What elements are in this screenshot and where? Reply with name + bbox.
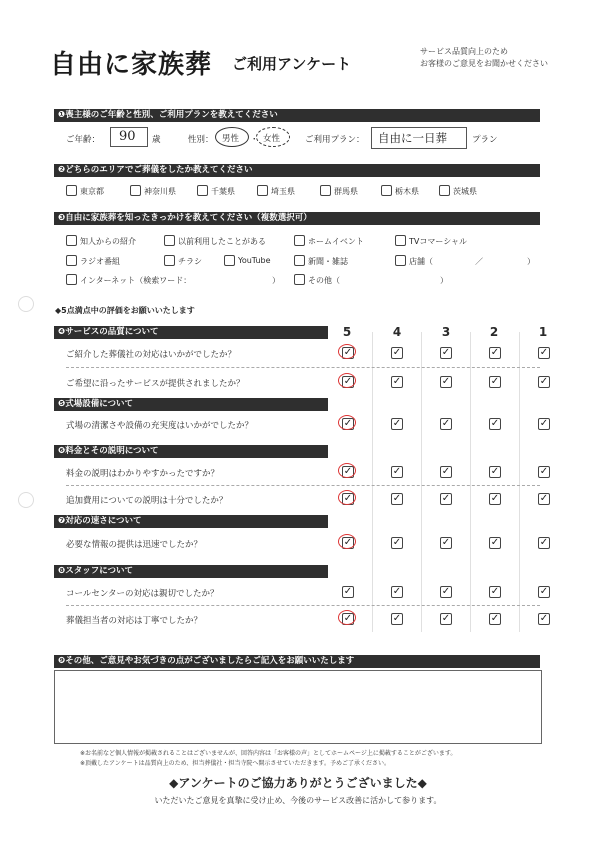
- source-checkbox-4[interactable]: [395, 235, 406, 246]
- male-option-circled[interactable]: [215, 127, 249, 147]
- column-divider: [519, 332, 520, 632]
- rating-8b-5[interactable]: ✓: [343, 613, 353, 624]
- area-checkbox-3[interactable]: [197, 185, 208, 196]
- source-label-1: 知人からの紹介: [80, 237, 136, 246]
- source-checkbox-5[interactable]: [66, 255, 77, 266]
- source-label-3: ホームイベント: [308, 237, 364, 246]
- scale-4: 4: [392, 325, 402, 339]
- area-checkbox-4[interactable]: [257, 185, 268, 196]
- section-9-header: ❾その他、ご意見やお気づきの点がございましたらご記入をお願いいたします: [54, 655, 540, 668]
- section-5-header: ❺式場設備について: [54, 398, 328, 411]
- rating-6b-4[interactable]: ✓: [392, 493, 402, 504]
- section-4-header: ❹サービスの品質について: [54, 326, 328, 339]
- rating-8b-2[interactable]: ✓: [490, 613, 500, 624]
- area-checkbox-7[interactable]: [439, 185, 450, 196]
- plan-unit: プラン: [472, 135, 498, 145]
- tagline-line-2: お客様のご意見をお聞かせください: [420, 59, 548, 68]
- source-label-9: 店舗（: [409, 257, 433, 266]
- section-6-header: ❻料金とその説明について: [54, 445, 328, 458]
- punch-hole: [18, 296, 34, 312]
- rating-7a-1[interactable]: ✓: [539, 537, 549, 548]
- question-4a: ご紹介した葬儀社の対応はいかがでしたか？: [66, 350, 237, 360]
- tagline-line-1: サービス品質向上のため: [420, 47, 508, 56]
- privacy-note: ※お名前など個人情報が掲載されることはございませんが、回答内容は「お客様の声」としてホームページ上に掲載することがございます。: [80, 750, 457, 757]
- rating-6b-3[interactable]: ✓: [441, 493, 451, 504]
- age-label: ご年齢：: [66, 135, 101, 145]
- source-label-2: 以前利用したことがある: [178, 237, 266, 246]
- selected-ring: [338, 373, 356, 388]
- rating-5a-4[interactable]: ✓: [392, 418, 402, 429]
- rating-8a-2[interactable]: ✓: [490, 586, 500, 597]
- question-4b: ご希望に沿ったサービスが提供されましたか？: [66, 379, 245, 389]
- rating-5a-3[interactable]: ✓: [441, 418, 451, 429]
- question-8b: 葬儀担当者の対応は丁寧でしたか？: [66, 616, 203, 626]
- rating-6a-3[interactable]: ✓: [441, 466, 451, 477]
- area-label-6: 栃木県: [395, 187, 419, 196]
- disclosure-note: ※頂戴したアンケートは品質向上のため、担当葬儀社・担当寺院へ開示させていただきます。予めご了承ください。: [80, 760, 390, 767]
- rating-4b-5[interactable]: ✓: [343, 376, 353, 387]
- rating-7a-4[interactable]: ✓: [392, 537, 402, 548]
- scale-1: 1: [538, 325, 548, 339]
- gender-separator: ・: [250, 135, 259, 145]
- question-6b: 追加費用についての説明は十分でしたか？: [66, 496, 228, 506]
- rating-8b-4[interactable]: ✓: [392, 613, 402, 624]
- rating-8a-5[interactable]: ✓: [343, 586, 353, 597]
- rating-4b-1[interactable]: ✓: [539, 376, 549, 387]
- rating-6b-5[interactable]: ✓: [343, 493, 353, 504]
- logo: 自由に家族葬: [50, 50, 213, 80]
- rating-5a-1[interactable]: ✓: [539, 418, 549, 429]
- rating-5a-2[interactable]: ✓: [490, 418, 500, 429]
- column-divider: [372, 332, 373, 632]
- scale-5: 5: [342, 325, 352, 339]
- scale-3: 3: [441, 325, 451, 339]
- source-checkbox-7[interactable]: [224, 255, 235, 266]
- other-close: ）: [440, 276, 448, 285]
- source-label-4: TVコマーシャル: [409, 237, 468, 246]
- source-checkbox-2[interactable]: [164, 235, 175, 246]
- rating-6a-2[interactable]: ✓: [490, 466, 500, 477]
- source-label-10: インターネット（検索ワード：: [80, 276, 192, 285]
- store-separator: ／: [475, 257, 483, 266]
- section-7-header: ❼対応の速さについて: [54, 515, 328, 528]
- source-label-11: その他（: [308, 276, 340, 285]
- punch-hole: [18, 492, 34, 508]
- area-label-5: 群馬県: [334, 187, 358, 196]
- age-unit: 歳: [152, 135, 161, 145]
- tagline: [420, 46, 548, 70]
- scale-2: 2: [489, 325, 499, 339]
- plan-label: ご利用プラン：: [305, 135, 365, 145]
- selected-ring: [338, 415, 356, 430]
- source-checkbox-3[interactable]: [294, 235, 305, 246]
- source-checkbox-6[interactable]: [164, 255, 175, 266]
- rating-4b-3[interactable]: ✓: [441, 376, 451, 387]
- source-checkbox-10[interactable]: [66, 274, 77, 285]
- selected-ring: [338, 534, 356, 549]
- rating-8a-3[interactable]: ✓: [441, 586, 451, 597]
- age-value: 90: [119, 129, 136, 144]
- age-box[interactable]: [110, 127, 148, 147]
- female-label: 女性: [263, 134, 281, 144]
- source-checkbox-11[interactable]: [294, 274, 305, 285]
- source-checkbox-8[interactable]: [294, 255, 305, 266]
- rating-4a-4[interactable]: ✓: [392, 347, 402, 358]
- rating-8a-4[interactable]: ✓: [392, 586, 402, 597]
- survey-title: ご利用アンケート: [232, 55, 352, 73]
- rating-7a-2[interactable]: ✓: [490, 537, 500, 548]
- area-label-7: 茨城県: [453, 187, 477, 196]
- rating-6b-2[interactable]: ✓: [490, 493, 500, 504]
- male-label: 男性: [222, 134, 240, 144]
- selected-ring: [338, 610, 356, 625]
- section-2-header: ❷どちらのエリアでご葬儀をしたか教えてください: [54, 164, 540, 177]
- row-divider: [66, 605, 540, 606]
- selected-ring: [338, 463, 356, 478]
- area-label-4: 埼玉県: [271, 187, 295, 196]
- gender-label: 性別：: [188, 135, 214, 145]
- rating-6a-5[interactable]: ✓: [343, 466, 353, 477]
- thanks-message: ◆アンケートのご協力ありがとうございました◆: [169, 776, 427, 790]
- rating-4a-2[interactable]: ✓: [490, 347, 500, 358]
- question-6a: 料金の説明はわかりやすかったですか？: [66, 469, 220, 479]
- thanks-subtext: いただいたご意見を真摯に受け止め、今後のサービス改善に活かして参ります。: [154, 796, 442, 805]
- rating-4a-5[interactable]: ✓: [343, 347, 353, 358]
- question-5a: 式場の清潔さや設備の充実度はいかがでしたか？: [66, 421, 254, 431]
- selected-ring: [338, 344, 356, 359]
- area-label-2: 神奈川県: [144, 187, 176, 196]
- store-close: ）: [527, 257, 535, 266]
- female-option[interactable]: [256, 127, 290, 147]
- internet-close: ）: [272, 276, 280, 285]
- rating-intro: ◆5点満点中の評価をお願いいたします: [55, 306, 195, 315]
- rating-6b-1[interactable]: ✓: [539, 493, 549, 504]
- column-divider: [421, 332, 422, 632]
- rating-8b-3[interactable]: ✓: [441, 613, 451, 624]
- source-checkbox-1[interactable]: [66, 235, 77, 246]
- comments-textarea[interactable]: [54, 670, 542, 744]
- rating-5a-5[interactable]: ✓: [343, 418, 353, 429]
- section-3-header: ❸自由に家族葬を知ったきっかけを教えてください（複数選択可）: [54, 212, 540, 225]
- area-label-3: 千葉県: [211, 187, 235, 196]
- section-8-header: ❽スタッフについて: [54, 565, 328, 578]
- row-divider: [66, 485, 540, 486]
- rating-4a-1[interactable]: ✓: [539, 347, 549, 358]
- source-label-8: 新聞・雑誌: [308, 257, 348, 266]
- rating-7a-3[interactable]: ✓: [441, 537, 451, 548]
- area-checkbox-1[interactable]: [66, 185, 77, 196]
- source-label-7: YouTube: [238, 256, 271, 265]
- column-divider: [470, 332, 471, 632]
- rating-4b-2[interactable]: ✓: [490, 376, 500, 387]
- plan-box[interactable]: [371, 127, 467, 149]
- source-checkbox-9[interactable]: [395, 255, 406, 266]
- area-checkbox-5[interactable]: [320, 185, 331, 196]
- rating-8b-1[interactable]: ✓: [539, 613, 549, 624]
- plan-value: 自由に一日葬: [378, 131, 447, 145]
- area-label-1: 東京都: [80, 187, 104, 196]
- question-8a: コールセンターの対応は親切でしたか？: [66, 589, 219, 599]
- rating-4b-4[interactable]: ✓: [392, 376, 402, 387]
- source-label-6: チラシ: [178, 257, 202, 266]
- rating-4a-3[interactable]: ✓: [441, 347, 451, 358]
- source-label-5: ラジオ番組: [80, 257, 120, 266]
- area-checkbox-2[interactable]: [130, 185, 141, 196]
- area-checkbox-6[interactable]: [381, 185, 392, 196]
- rating-6a-4[interactable]: ✓: [392, 466, 402, 477]
- row-divider: [66, 367, 540, 368]
- selected-ring: [338, 490, 356, 505]
- section-1-header: ❶喪主様のご年齢と性別、ご利用プランを教えてください: [54, 109, 540, 122]
- rating-8a-1[interactable]: ✓: [539, 586, 549, 597]
- rating-6a-1[interactable]: ✓: [539, 466, 549, 477]
- question-7a: 必要な情報の提供は迅速でしたか？: [66, 540, 203, 550]
- rating-7a-5[interactable]: ✓: [343, 537, 353, 548]
